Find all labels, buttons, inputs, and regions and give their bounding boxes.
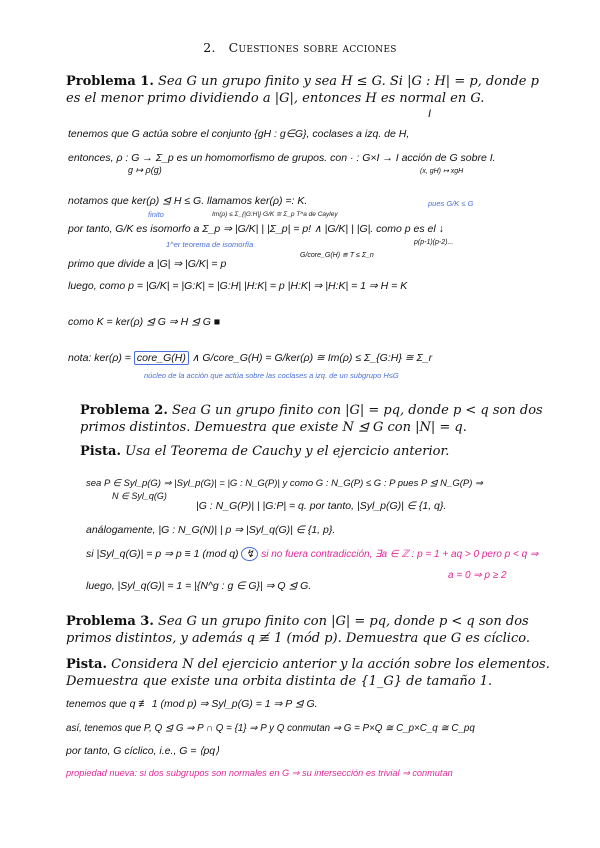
- note-1-d-top: Im(ρ) ≤ Σ_{|G:H|} G/K ≅ Σ_p T^a de Cayley: [212, 211, 338, 218]
- note-3-line-d: propiedad nueva: si dos subgrupos son normales en G ⇒ su intersección es trivial ⇒ conmutan: [66, 768, 453, 778]
- note-2-line-c4: a = 0 ⇒ p ≥ 2: [448, 570, 507, 581]
- note-2-line-b: análogamente, |G : N_G(N)| | p ⇒ |Syl_q(G)| ∈ {1, p}.: [86, 524, 336, 536]
- core-box: core_G(H): [134, 351, 189, 365]
- problem-2-line2: primos distintos. Demuestra que existe N ⊴ G con |N| = q.: [80, 420, 467, 435]
- problem-1-text: Sea G un grupo finito y sea H ≤ G. Si |G : H| = p, donde p: [158, 74, 539, 89]
- note-1-line-c: notamos que ker(ρ) ⊴ H ≤ G. llamamos ker(ρ) =: K.: [68, 195, 308, 207]
- note-2-line-c: [86, 548, 538, 560]
- problem-2-hint-text: Usa el Teorema de Cauchy y el ejercicio anterior.: [125, 444, 450, 459]
- section-title: Cuestiones sobre acciones: [228, 40, 397, 55]
- problem-3-text: Sea G un grupo finito con |G| = pq, donde p < q son dos: [158, 614, 529, 629]
- problem-1-title: Problema 1.: [66, 74, 154, 89]
- note-1-index-set: I: [428, 108, 432, 120]
- note-2-line-a1: sea P ∈ Syl_p(G) ⇒ |Syl_p(G)| = |G : N_G(P)| y como G : N_G(P) ≤ G : P pues P ⊴ N_G(P) ⇒: [86, 478, 483, 489]
- problem-3-title: Problema 3.: [66, 614, 154, 629]
- problem-3-line1: [66, 613, 529, 630]
- note-3-line-b: así, tenemos que P, Q ⊴ G ⇒ P ∩ Q = {1} ⇒ P y Q conmutan ⇒ G = P×Q ≅ C_p×C_q ≅ C_pq: [66, 723, 475, 734]
- note-1-quotient: ∧ G/core_G(H) = G/ker(ρ) ≅ Im(ρ) ≤ Σ_{G:H} ≅ Σ_r: [191, 352, 433, 364]
- problem-2-hint-title: Pista.: [80, 444, 121, 459]
- note-1-line-a: tenemos que G actúa sobre el conjunto {gH : g∈G}, coclases a izq. de H,: [68, 128, 410, 140]
- note-1-line-h: [68, 352, 432, 364]
- note-1-line-d: por tanto, G/K es isomorfo a Σ_p ⇒ |G/K| | |Σ_p| = p! ∧ |G/K| | |G|. como p es el ↓: [68, 223, 444, 235]
- section-heading: [0, 40, 600, 55]
- problem-2-hint: [80, 443, 449, 460]
- note-1-line-b: entonces, ρ : G → Σ_p es un homomorfismo de grupos. con · : G×I → I acción de G sobre I.: [68, 152, 496, 164]
- problem-2-text: Sea G un grupo finito con |G| = pq, donde p < q son dos: [172, 403, 543, 418]
- section-number: 2.: [203, 40, 216, 55]
- note-2-line-a3: |G : N_G(P)| | |G:P| = q. por tanto, |Syl_p(G)| ∈ {1, q}.: [196, 500, 447, 512]
- contradiction-mark: ↯: [241, 547, 258, 561]
- problem-2-title: Problema 2.: [80, 403, 168, 418]
- problem-3-hint-line1: [66, 656, 550, 673]
- note-1-core-definition: núcleo de la acción que actúa sobre las coclases a izq. de un subgrupo H≤G: [144, 371, 399, 380]
- note-1-core-iso: G/core_G(H) ≅ T ≤ Σ_n: [300, 252, 374, 259]
- note-1-line-f: luego, como p = |G/K| = |G:K| = |G:H| |H:K| = p |H:K| ⇒ |H:K| = 1 ⇒ H = K: [68, 280, 408, 292]
- note-2-line-a2: N ∈ Syl_q(G): [112, 491, 167, 501]
- problem-3-hint-title: Pista.: [66, 657, 107, 672]
- note-1-nota: nota: ker(ρ) =: [68, 352, 131, 364]
- note-3-line-a: tenemos que q ≢ 1 (mod p) ⇒ Syl_p(G) = 1 ⇒ P ⊴ G.: [66, 698, 318, 710]
- note-1-isomorphism-theorem: 1^er teorema de isomorfía: [166, 240, 254, 249]
- problem-1-line1: [66, 73, 539, 90]
- note-3-line-c: por tanto, G cíclico, i.e., G = ⟨pq⟩: [66, 745, 220, 757]
- note-1-line-g: como K = ker(ρ) ⊴ G ⇒ H ⊴ G ■: [68, 316, 221, 328]
- note-1-map: g ↦ ρ(g): [128, 165, 162, 175]
- note-2-line-d: luego, |Syl_q(G)| = 1 = |{N^g : g ∈ G}| ⇒ Q ⊴ G.: [86, 580, 312, 592]
- note-1-factorial: p(p-1)(p-2)...: [414, 239, 454, 246]
- problem-3-hint-text: Considera N del ejercicio anterior y la acción sobre los elementos.: [111, 657, 550, 672]
- note-1-line-e: primo que divide a |G| ⇒ |G/K| = p: [68, 258, 227, 270]
- note-2-if: si |Syl_q(G)| = p ⇒ p ≡ 1 (mod q): [86, 548, 239, 560]
- note-2-contradiction: si no fuera contradicción, ∃a ∈ ℤ : p = 1 + aq > 0 pero p < q ⇒: [261, 549, 539, 560]
- problem-3-hint-line2: Demuestra que existe una orbita distinta de {1_G} de tamaño 1.: [66, 674, 493, 689]
- problem-1-line2: es el menor primo dividiendo a |G|, entonces H es normal en G.: [66, 91, 485, 106]
- problem-2-line1: [80, 402, 543, 419]
- note-1-pues: pues G/K ≤ G: [428, 199, 474, 208]
- note-1-action-map: (x, gH) ↦ xgH: [420, 168, 464, 175]
- note-1-finito: finito: [148, 210, 164, 219]
- problem-3-line2: primos distintos, y además q ≢ 1 (mód p). Demuestra que G es cíclico.: [66, 631, 530, 646]
